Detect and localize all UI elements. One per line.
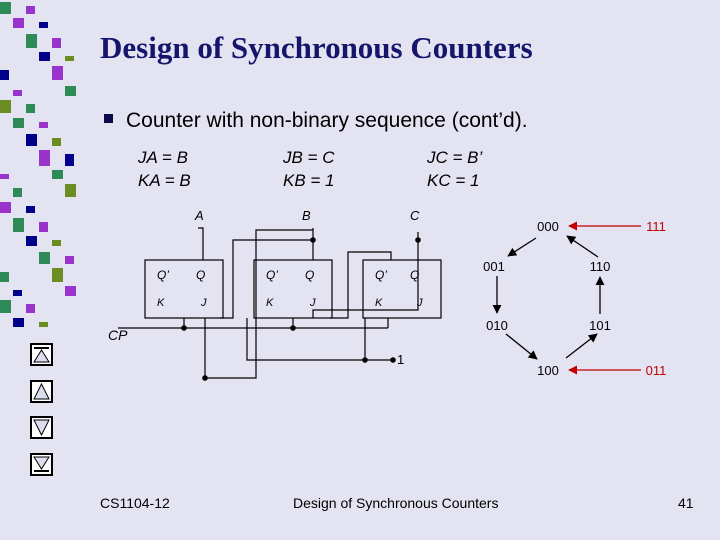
equation-jc: JC = B’ <box>427 148 483 167</box>
state-010: 010 <box>486 318 508 333</box>
previous-slide-button[interactable] <box>30 380 53 403</box>
equation-ka: KA = B <box>138 171 191 190</box>
first-slide-icon <box>32 345 51 364</box>
last-slide-icon <box>32 455 51 474</box>
edge-110-000 <box>567 236 598 257</box>
state-101: 101 <box>589 318 611 333</box>
ff-b-k: K <box>266 297 274 309</box>
previous-slide-icon <box>32 382 51 401</box>
edge-100-101 <box>566 334 597 358</box>
state-110: 110 <box>589 259 611 274</box>
state-001: 001 <box>483 259 505 274</box>
ff-a-k: K <box>157 297 165 309</box>
ff-c-q: Q <box>410 268 420 282</box>
state-000: 000 <box>537 219 559 234</box>
ff-c-qbar: Q’ <box>375 268 387 282</box>
flip-flop-circuit <box>118 228 441 381</box>
state-011: 011 <box>645 363 667 378</box>
ff-b-q: Q <box>305 268 315 282</box>
constant-one-label: 1 <box>397 352 405 367</box>
bullet-text: Counter with non-binary sequence (cont’d). <box>126 109 528 132</box>
state-diagram <box>483 219 666 378</box>
ff-c-k: K <box>375 297 383 309</box>
constant-one-wire <box>247 318 393 360</box>
clock-label: CP <box>108 327 128 343</box>
clock-taps <box>184 318 388 328</box>
footer-course: CS1104-12 <box>100 495 170 511</box>
label-a: A <box>195 208 204 223</box>
last-slide-button[interactable] <box>30 453 53 476</box>
next-slide-icon <box>32 418 51 437</box>
output-a-wire <box>198 228 203 260</box>
ff-a-qbar: Q’ <box>157 268 169 282</box>
junction-dots <box>181 237 421 381</box>
ff-b-qbar: Q’ <box>266 268 278 282</box>
next-slide-button[interactable] <box>30 416 53 439</box>
ff-a-j: J <box>201 297 207 309</box>
state-100: 100 <box>537 363 559 378</box>
edge-010-100 <box>506 334 537 359</box>
slide-title: Design of Synchronous Counters <box>100 30 533 65</box>
edge-000-001 <box>508 238 536 256</box>
equation-kc: KC = 1 <box>427 171 480 190</box>
feedback-wire <box>205 230 313 378</box>
label-c: C <box>410 208 420 223</box>
equation-ja: JA = B <box>138 148 188 167</box>
ff-b-j: J <box>310 297 316 309</box>
equation-jb: JB = C <box>283 148 335 167</box>
ff-a-q: Q <box>196 268 206 282</box>
ff-c-j: J <box>417 297 423 309</box>
page-number: 41 <box>678 495 694 511</box>
output-c-wire <box>313 232 418 318</box>
label-b: B <box>302 208 311 223</box>
first-slide-button[interactable] <box>30 343 53 366</box>
equation-kb: KB = 1 <box>283 171 335 190</box>
footer-title: Design of Synchronous Counters <box>293 495 499 511</box>
state-111: 111 <box>646 219 666 234</box>
circuit-labels <box>108 208 423 367</box>
